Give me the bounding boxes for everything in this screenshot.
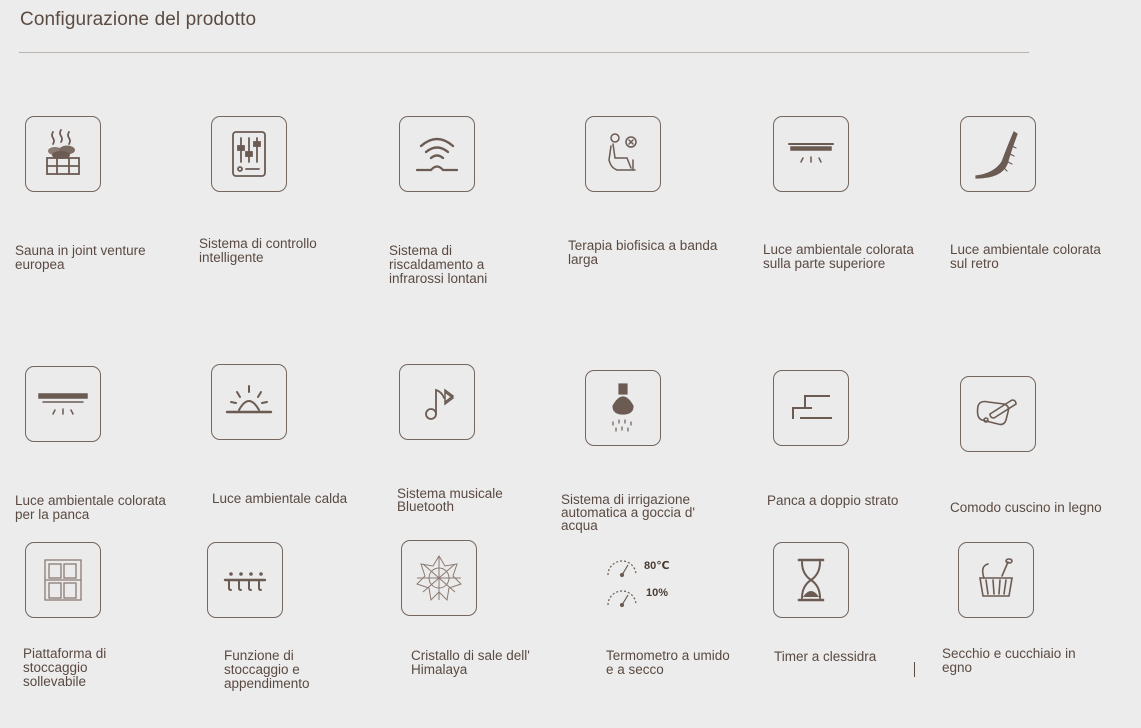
hourglass-icon: [773, 542, 849, 618]
temperature-reading: 80℃: [644, 560, 670, 572]
double-bench-icon: [773, 370, 849, 446]
feature-label: Panca a doppio strato: [767, 493, 899, 508]
feature-label: Luce ambientale colorata sulla parte superiore: [763, 242, 914, 271]
back-light-icon: [960, 116, 1036, 192]
feature-label: Sistema di controllo intelligente: [199, 236, 317, 265]
feature-label: Sistema musicale Bluetooth: [397, 486, 503, 514]
warm-sunrise-icon: [211, 364, 287, 440]
title-divider: [19, 52, 1029, 53]
feature-label: Secchio e cucchiaio in egno: [942, 646, 1076, 675]
infrared-heat-icon: [399, 116, 475, 192]
feature-label: Sauna in joint venture europea: [15, 243, 146, 272]
text-cursor-mark: [914, 662, 915, 677]
wood-pillow-icon: [960, 376, 1036, 452]
feature-label: Luce ambientale colorata per la panca: [15, 493, 166, 522]
bench-light-icon: [25, 366, 101, 442]
sauna-stones-icon: [25, 116, 101, 192]
hanging-hooks-icon: [207, 542, 283, 618]
bucket-ladle-icon: [958, 542, 1034, 618]
humidity-reading: 10%: [646, 587, 669, 599]
feature-label: Piattaforma di stoccaggio sollevabile: [23, 646, 107, 689]
feature-label: Funzione di stoccaggio e appendimento: [224, 648, 310, 691]
feature-label: Luce ambientale calda: [212, 491, 348, 506]
feature-label: Terapia biofisica a banda larga: [568, 238, 718, 267]
drip-irrigation-icon: [585, 370, 661, 446]
bluetooth-music-icon: [399, 364, 475, 440]
feature-label: Luce ambientale colorata sul retro: [950, 242, 1101, 271]
feature-label: Sistema di riscaldamento a infrarossi lontani: [389, 243, 488, 286]
storage-shelf-icon: [25, 542, 101, 618]
control-panel-icon: [211, 116, 287, 192]
top-light-icon: [773, 116, 849, 192]
page-title: Configurazione del prodotto: [20, 9, 257, 30]
feature-label: Termometro a umido e a secco: [606, 648, 730, 677]
thermometer-hygrometer-icon: [602, 555, 692, 615]
salt-crystal-icon: [401, 540, 477, 616]
biophysical-therapy-icon: [585, 116, 661, 192]
feature-label: Cristallo di sale dell' Himalaya: [411, 648, 530, 677]
feature-label: Comodo cuscino in legno: [950, 500, 1102, 515]
feature-label: Sistema di irrigazione automatica a goccia d' acqua: [561, 492, 695, 533]
feature-label: Timer a clessidra: [774, 649, 877, 664]
